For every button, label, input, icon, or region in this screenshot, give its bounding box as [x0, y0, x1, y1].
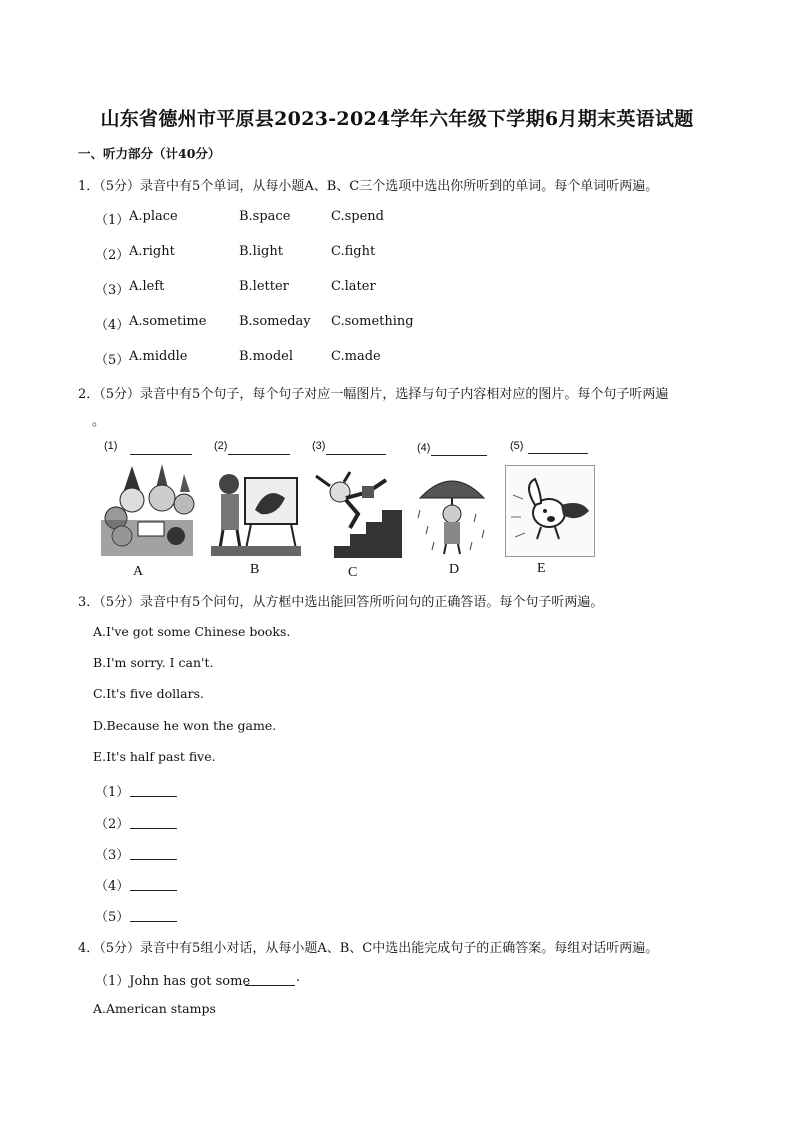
q4-sub1-text: （1）John has got some	[95, 974, 251, 989]
q2-blank-label-3: (3)	[312, 440, 326, 452]
q1-row3-option-c[interactable]: C.later	[331, 279, 376, 294]
q1-row3-option-b[interactable]: B.letter	[239, 279, 289, 294]
q1-row2-option-b[interactable]: B.light	[239, 244, 283, 259]
q1-row5-option-c[interactable]: C.made	[331, 349, 381, 364]
q3-option-d: D.Because he won the game.	[93, 718, 277, 733]
section-heading-listening: 一、听力部分（计40分）	[78, 146, 221, 161]
q1-row1-option-b[interactable]: B.space	[239, 209, 291, 224]
q2-picture-label-a: A	[133, 564, 144, 579]
question-2-text-continued: 。	[92, 414, 106, 429]
q1-row4-option-a[interactable]: A.sometime	[129, 314, 207, 329]
q2-picture-c-falling-stairs	[310, 470, 402, 558]
q2-blank-label-2: (2)	[214, 440, 228, 452]
q4-sub1-period: .	[296, 970, 301, 985]
q4-sub1-answer-blank[interactable]	[245, 985, 295, 986]
question-3-text: 3．（5分）录音中有5个问句，从方框中选出能回答所听问句的正确答语。每个句子听两遍。	[78, 595, 604, 610]
q3-blank-label-1: （1）	[95, 785, 130, 800]
q4-sub1-option-a[interactable]: A.American stamps	[93, 1001, 216, 1016]
q3-answer-blank-5[interactable]	[130, 921, 177, 922]
q1-row2-option-a[interactable]: A.right	[129, 244, 175, 259]
page-title: 山东省德州市平原县2023-2024学年六年级下学期6月期末英语试题	[100, 108, 694, 130]
q1-row1-num: （1）	[95, 213, 130, 228]
q2-answer-blank-2[interactable]	[228, 454, 290, 455]
question-2-text: 2．（5分）录音中有5个句子，每个句子对应一幅图片，选择与句子内容相对应的图片。每个句子听两遍	[78, 387, 669, 402]
q2-answer-blank-3[interactable]	[326, 454, 386, 455]
q1-row2-num: （2）	[95, 248, 130, 263]
q3-answer-blank-3[interactable]	[130, 859, 177, 860]
q3-answer-blank-1[interactable]	[130, 796, 177, 797]
q2-picture-b-painting	[211, 470, 301, 556]
q1-row4-option-c[interactable]: C.something	[331, 314, 414, 329]
q2-blank-label-5: (5)	[510, 440, 524, 452]
q2-answer-blank-1[interactable]	[130, 454, 192, 455]
q2-picture-d-umbrella-rain	[414, 470, 490, 556]
q2-picture-label-e: E	[537, 561, 546, 576]
q2-picture-label-d: D	[449, 562, 460, 577]
q1-row1-option-a[interactable]: A.place	[129, 209, 178, 224]
question-1-text: 1．（5分）录音中有5个单词，从每小题A、B、C三个选项中选出你所听到的单词。每个单词听两遍。	[78, 179, 659, 194]
q1-row4-num: （4）	[95, 318, 130, 333]
q1-row5-option-b[interactable]: B.model	[239, 349, 294, 364]
q2-blank-label-1: (1)	[104, 440, 118, 452]
q1-row5-option-a[interactable]: A.middle	[129, 349, 188, 364]
q3-option-e: E.It's half past five.	[93, 749, 216, 764]
q3-answer-blank-4[interactable]	[130, 890, 177, 891]
q2-picture-label-c: C	[348, 565, 358, 580]
q2-picture-label-b: B	[250, 562, 260, 577]
q2-answer-blank-4[interactable]	[431, 455, 487, 456]
question-4-text: 4．（5分）录音中有5组小对话，从每小题A、B、C中选出能完成句子的正确答案。每组对话听两遍。	[78, 941, 659, 956]
q3-option-c: C.It's five dollars.	[93, 686, 204, 701]
q3-option-b: B.I'm sorry. I can't.	[93, 655, 214, 670]
q3-blank-label-2: （2）	[95, 817, 130, 832]
q3-blank-label-4: （4）	[95, 879, 130, 894]
q2-picture-e-flying-dog	[505, 465, 595, 557]
q3-blank-label-5: （5）	[95, 910, 130, 925]
q1-row4-option-b[interactable]: B.someday	[239, 314, 311, 329]
q1-row3-num: （3）	[95, 283, 130, 298]
q1-row2-option-c[interactable]: C.fight	[331, 244, 376, 259]
q2-blank-label-4: (4)	[417, 442, 431, 454]
q2-picture-a-party	[96, 462, 198, 558]
q1-row3-option-a[interactable]: A.left	[129, 279, 165, 294]
q3-answer-blank-2[interactable]	[130, 828, 177, 829]
q3-option-a: A.I've got some Chinese books.	[93, 624, 291, 639]
q2-answer-blank-5[interactable]	[528, 453, 588, 454]
q3-blank-label-3: （3）	[95, 848, 130, 863]
q1-row5-num: （5）	[95, 353, 130, 368]
q1-row1-option-c[interactable]: C.spend	[331, 209, 384, 224]
